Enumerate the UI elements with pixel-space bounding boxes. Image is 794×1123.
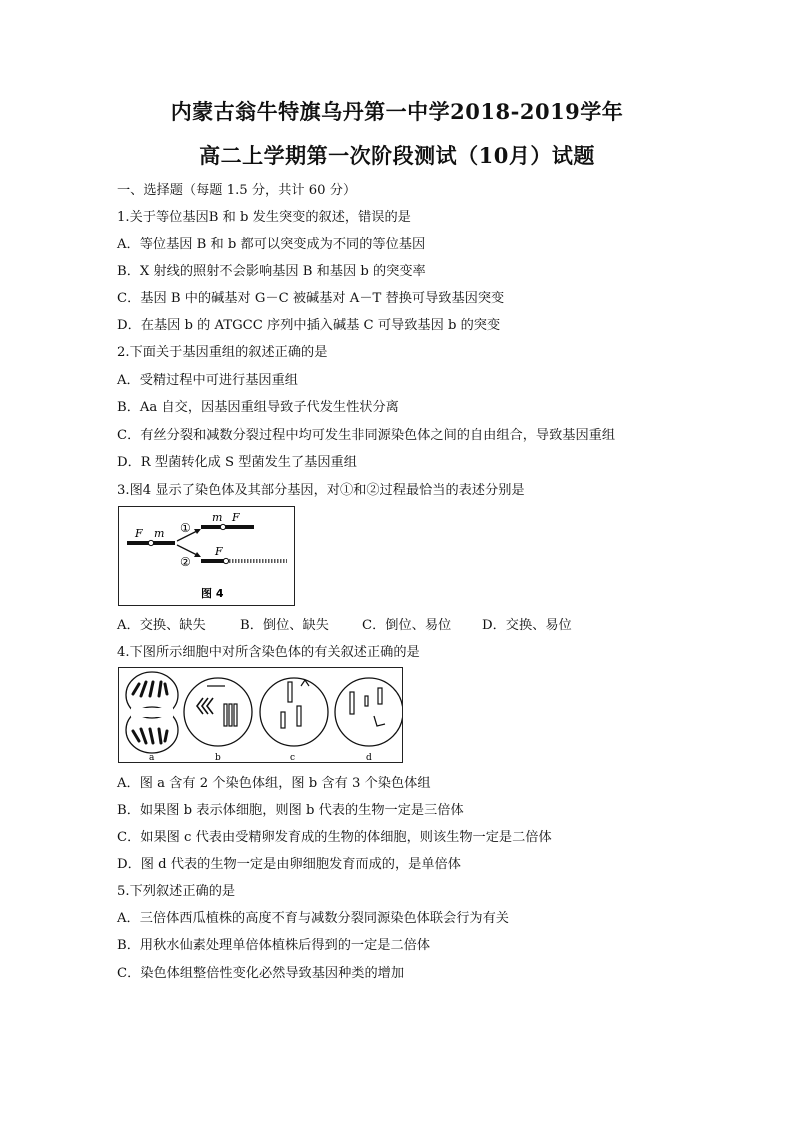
question-4-option-b: B．如果图 b 表示体细胞，则图 b 代表的生物一定是三倍体 <box>117 803 464 818</box>
cell-d-label: d <box>366 753 372 762</box>
section-heading: 一、选择题（每题 1.5 分，共计 60 分） <box>117 183 357 198</box>
question-2-option-c: C．有丝分裂和减数分裂过程中均可发生非同源染色体之间的自由组合，导致基因重组 <box>117 428 616 443</box>
question-4-option-a: A．图 a 含有 2 个染色体组，图 b 含有 3 个染色体组 <box>117 776 431 791</box>
question-3-stem: 3.图4 显示了染色体及其部分基因，对①和②过程最恰当的表述分别是 <box>117 483 525 498</box>
cell-b-label: b <box>215 753 221 762</box>
question-3-option-b: B．倒位、缺失 <box>240 618 329 633</box>
question-4-stem: 4.下图所示细胞中对所含染色体的有关叙述正确的是 <box>117 645 420 660</box>
figure-4-svg <box>119 507 294 605</box>
question-3-option-a: A．交换、缺失 <box>117 618 206 633</box>
result-1-gene-m: m <box>212 511 223 524</box>
question-5-option-c: C．染色体组整倍性变化必然导致基因种类的增加 <box>117 966 405 981</box>
question-3-options <box>117 614 572 633</box>
step-2-marker: ② <box>180 555 191 569</box>
question-2-option-b: B．Aa 自交，因基因重组导致子代发生性状分离 <box>117 400 399 415</box>
question-4-option-c: C．如果图 c 代表由受精卵发育成的生物的体细胞，则该生物一定是二倍体 <box>117 830 552 845</box>
question-1-option-c: C．基因 B 中的碱基对 G－C 被碱基对 A－T 替换可导致基因突变 <box>117 291 505 306</box>
question-2-option-a: A．受精过程中可进行基因重组 <box>117 373 298 388</box>
question-3-option-d: D．交换、易位 <box>482 618 572 633</box>
question-5-option-b: B．用秋水仙素处理单倍体植株后得到的一定是二倍体 <box>117 938 431 953</box>
cell-a <box>126 672 178 762</box>
cell-b <box>184 678 252 762</box>
cell-c <box>260 678 328 762</box>
question-1-option-d: D．在基因 b 的 ATGCC 序列中插入碱基 C 可导致基因 b 的突变 <box>117 318 501 333</box>
page-title-line2: 高二上学期第一次阶段测试（10月）试题 <box>199 143 595 168</box>
page-title-line1: 内蒙古翁牛特旗乌丹第一中学2018-2019学年 <box>170 99 624 124</box>
question-1-option-b: B．X 射线的照射不会影响基因 B 和基因 b 的突变率 <box>117 264 426 279</box>
question-3-option-c: C．倒位、易位 <box>362 618 452 633</box>
figure-4-chromosome-diagram <box>118 506 295 606</box>
result-1-gene-F: F <box>232 511 240 524</box>
gene-F-label: F <box>135 527 143 540</box>
centromere-result-1 <box>220 524 225 529</box>
centromere-original <box>148 540 153 545</box>
gene-m-label: m <box>154 527 165 540</box>
cell-d <box>335 678 402 762</box>
centromere-result-2 <box>223 558 228 563</box>
figure-4-caption: 图 4 <box>201 587 224 600</box>
arrow-2-line <box>177 545 197 555</box>
chromosome-result-1 <box>201 525 254 529</box>
question-1-stem: 1.关于等位基因B 和 b 发生突变的叙述，错误的是 <box>117 210 411 225</box>
result-2-gene-F: F <box>215 545 223 558</box>
cell-a-label: a <box>149 753 155 762</box>
step-1-marker: ① <box>180 521 191 535</box>
figure-cells-diagram <box>118 667 403 763</box>
question-5-stem: 5.下列叙述正确的是 <box>117 884 236 899</box>
question-4-option-d: D．图 d 代表的生物一定是由卵细胞发育而成的，是单倍体 <box>117 857 461 872</box>
cells-svg <box>119 668 402 762</box>
question-5-option-a: A．三倍体西瓜植株的高度不育与减数分裂同源染色体联会行为有关 <box>117 911 509 926</box>
question-2-option-d: D．R 型菌转化成 S 型菌发生了基因重组 <box>117 455 357 470</box>
cell-c-label: c <box>290 753 296 762</box>
question-1-option-a: A．等位基因 B 和 b 都可以突变成为不同的等位基因 <box>117 237 426 252</box>
question-2-stem: 2.下面关于基因重组的叙述正确的是 <box>117 345 328 360</box>
